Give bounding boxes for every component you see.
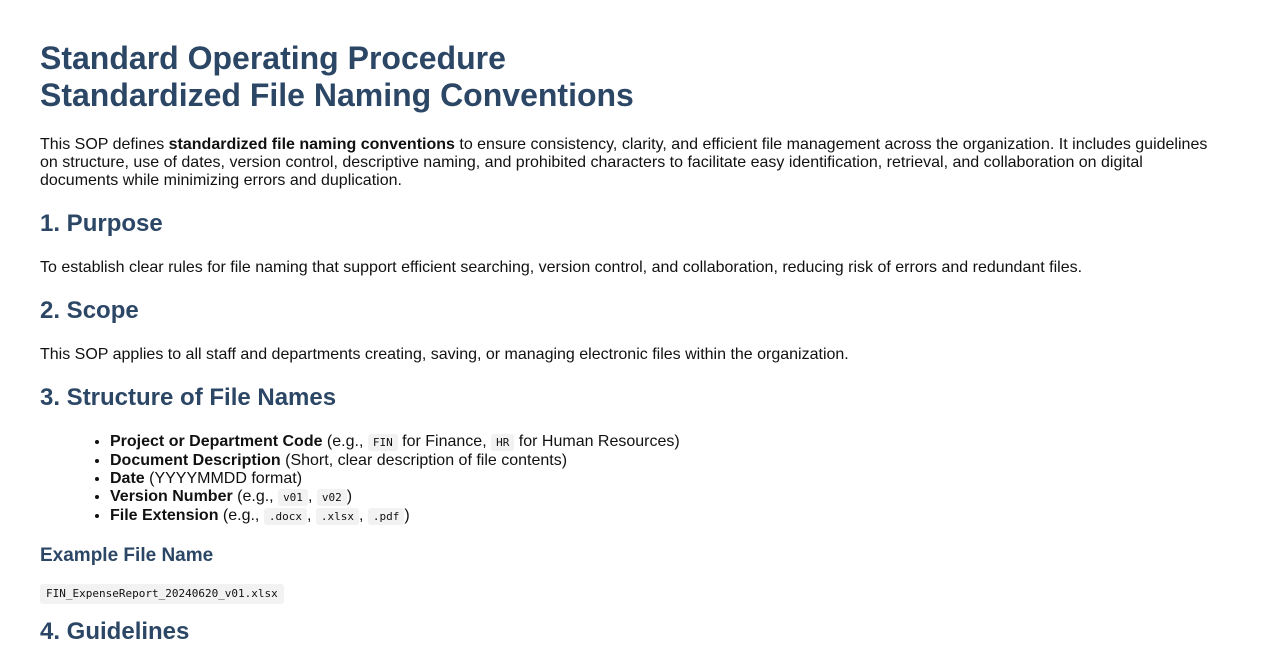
code-fin: FIN: [368, 434, 398, 451]
list-item-label: File Extension: [110, 507, 219, 524]
list-item-text: (e.g.,: [218, 507, 264, 524]
title-line-1: Standard Operating Procedure: [40, 40, 506, 76]
list-item-label: Project or Department Code: [110, 433, 323, 450]
list-item-text: ,: [306, 507, 316, 524]
list-item-label: Version Number: [110, 488, 233, 505]
purpose-text: To establish clear rules for file naming that support efficient searching, version control, and collaboration, reducing risk of errors and redundant files.: [40, 259, 1083, 276]
code-hr: HR: [491, 434, 514, 451]
code-v02: v02: [317, 489, 347, 506]
code-v01: v01: [278, 489, 308, 506]
list-item-text: ): [346, 488, 353, 505]
list-item-text: (e.g.,: [322, 433, 368, 450]
list-item-text: for Finance,: [397, 433, 492, 450]
list-item-text: for Human Resources): [514, 433, 680, 450]
list-item-label: Date: [110, 470, 145, 487]
scope-heading: 2. Scope: [40, 297, 139, 324]
scope-text: This SOP applies to all staff and departments creating, saving, or managing electronic files within the organization.: [40, 346, 849, 363]
guidelines-heading: 4. Guidelines: [40, 618, 190, 645]
example-heading: Example File Name: [40, 545, 214, 566]
intro-bold-term: standardized file naming conventions: [168, 136, 455, 153]
list-item-text: ,: [307, 488, 317, 505]
code-docx: .docx: [264, 508, 307, 525]
list-item-text: (YYYYMMDD format): [144, 470, 303, 487]
intro-prefix: This SOP defines: [40, 136, 169, 153]
code-xlsx: .xlsx: [316, 508, 359, 525]
list-item-version-number: [110, 488, 1223, 507]
intro-suffix: to ensure consistency, clarity, and efficient file management across the organization. It includes guidelines on structure, use of dates, version control, descriptive naming, and prohibited characters to facilitate easy identification, retrieval, and collaboration on digital documents while minimizing errors and duplication.: [40, 136, 1208, 189]
purpose-heading: 1. Purpose: [40, 210, 163, 237]
intro-paragraph: [40, 136, 1215, 190]
list-item-text: (Short, clear description of file contents): [280, 452, 568, 469]
list-item-text: ): [404, 507, 410, 524]
list-item-text: ,: [358, 507, 368, 524]
list-item-department-code: [110, 433, 1223, 452]
code-pdf: .pdf: [368, 508, 405, 525]
example-file-name: FIN_ExpenseReport_20240620_v01.xlsx: [40, 584, 284, 604]
structure-list: [40, 433, 1223, 526]
page-title: [40, 40, 1223, 114]
list-item-label: Document Description: [110, 452, 281, 469]
title-line-2: Standardized File Naming Conventions: [40, 77, 634, 113]
list-item-text: (e.g.,: [232, 488, 279, 505]
structure-heading: 3. Structure of File Names: [40, 384, 337, 411]
list-item-date: [110, 470, 1223, 488]
list-item-document-description: [110, 452, 1223, 470]
list-item-file-extension: [110, 507, 1223, 526]
